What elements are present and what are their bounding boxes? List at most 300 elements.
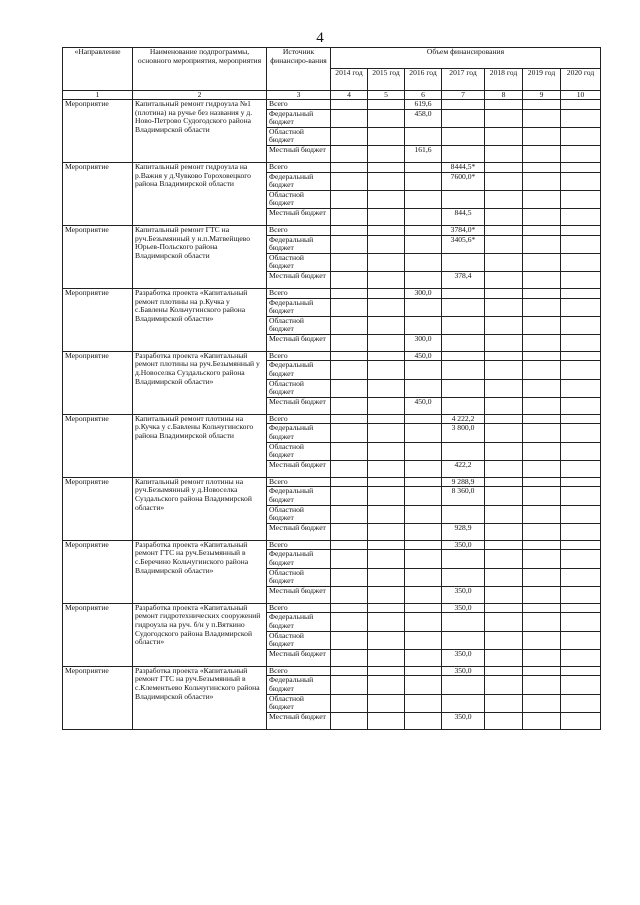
value-cell (331, 162, 368, 172)
year-2016: 2016 год (405, 69, 442, 91)
funding-source: Местный бюджет (267, 523, 331, 540)
value-cell (485, 253, 523, 271)
value-cell (405, 253, 442, 271)
value-cell (561, 190, 601, 208)
value-cell (405, 361, 442, 379)
value-cell (442, 145, 485, 162)
value-cell (523, 586, 561, 603)
value-cell (485, 676, 523, 694)
value-cell (405, 676, 442, 694)
value-cell (523, 109, 561, 127)
value-cell (442, 288, 485, 298)
value-cell (561, 487, 601, 505)
value-cell (331, 460, 368, 477)
value-cell (405, 316, 442, 334)
value-cell (523, 666, 561, 676)
value-cell: 928,9 (442, 523, 485, 540)
value-cell (485, 649, 523, 666)
value-cell (523, 225, 561, 235)
year-2019: 2019 год (523, 69, 561, 91)
value-cell (368, 676, 405, 694)
value-cell (368, 235, 405, 253)
value-cell (485, 145, 523, 162)
item-type: Мероприятие (63, 666, 133, 729)
value-cell (331, 298, 368, 316)
value-cell: 300,0 (405, 334, 442, 351)
value-cell (485, 712, 523, 729)
value-cell (405, 487, 442, 505)
value-cell (368, 351, 405, 361)
value-cell (331, 568, 368, 586)
value-cell (405, 172, 442, 190)
funding-source: Местный бюджет (267, 586, 331, 603)
value-cell (442, 568, 485, 586)
value-cell (485, 487, 523, 505)
value-cell (368, 361, 405, 379)
value-cell (368, 586, 405, 603)
value-cell (523, 271, 561, 288)
value-cell (331, 288, 368, 298)
table-row (63, 288, 601, 298)
value-cell (523, 379, 561, 397)
value-cell (368, 172, 405, 190)
value-cell (368, 631, 405, 649)
value-cell (485, 666, 523, 676)
funding-source: Федеральный бюджет (267, 424, 331, 442)
value-cell (561, 414, 601, 424)
value-cell (561, 253, 601, 271)
value-cell (523, 334, 561, 351)
value-cell (485, 351, 523, 361)
value-cell (485, 397, 523, 414)
value-cell (368, 271, 405, 288)
value-cell (331, 477, 368, 487)
table-row (63, 414, 601, 424)
value-cell (561, 288, 601, 298)
value-cell (331, 550, 368, 568)
funding-source: Областной бюджет (267, 442, 331, 460)
value-cell (485, 523, 523, 540)
funding-source: Местный бюджет (267, 208, 331, 225)
value-cell (442, 505, 485, 523)
funding-source: Всего (267, 225, 331, 235)
col-number: 8 (485, 91, 523, 100)
value-cell (331, 442, 368, 460)
value-cell (523, 649, 561, 666)
value-cell (561, 172, 601, 190)
table-row (63, 477, 601, 487)
financing-table (62, 47, 601, 730)
value-cell (442, 298, 485, 316)
funding-source: Местный бюджет (267, 397, 331, 414)
value-cell (405, 208, 442, 225)
value-cell (485, 586, 523, 603)
value-cell (523, 550, 561, 568)
value-cell (485, 190, 523, 208)
value-cell (561, 586, 601, 603)
item-name: Разработка проекта «Капитальный ремонт гидротехнических сооружений гидроузла на руч. б/н у п.Вяткино Судогодского района Владимирской области» (133, 603, 267, 666)
value-cell (331, 253, 368, 271)
value-cell (368, 253, 405, 271)
value-cell (405, 477, 442, 487)
value-cell (331, 540, 368, 550)
value-cell (331, 414, 368, 424)
value-cell (442, 100, 485, 110)
value-cell (485, 694, 523, 712)
value-cell (368, 694, 405, 712)
funding-source: Федеральный бюджет (267, 172, 331, 190)
value-cell (368, 523, 405, 540)
item-type: Мероприятие (63, 540, 133, 603)
value-cell (523, 424, 561, 442)
value-cell (331, 523, 368, 540)
value-cell (485, 208, 523, 225)
value-cell (561, 334, 601, 351)
value-cell (405, 235, 442, 253)
value-cell (368, 666, 405, 676)
value-cell (368, 288, 405, 298)
table-row (63, 225, 601, 235)
value-cell (368, 487, 405, 505)
value-cell (405, 162, 442, 172)
value-cell (561, 127, 601, 145)
value-cell (523, 694, 561, 712)
value-cell: 350,0 (442, 666, 485, 676)
value-cell (331, 100, 368, 110)
value-cell: 458,0 (405, 109, 442, 127)
value-cell (561, 523, 601, 540)
value-cell (523, 477, 561, 487)
value-cell (442, 361, 485, 379)
value-cell (442, 694, 485, 712)
value-cell: 619,6 (405, 100, 442, 110)
col-number: 3 (267, 91, 331, 100)
table-row (63, 351, 601, 361)
funding-source: Федеральный бюджет (267, 613, 331, 631)
value-cell (561, 613, 601, 631)
funding-source: Местный бюджет (267, 712, 331, 729)
value-cell (485, 613, 523, 631)
item-type: Мероприятие (63, 162, 133, 225)
value-cell (523, 145, 561, 162)
item-type: Мероприятие (63, 603, 133, 666)
funding-source: Областной бюджет (267, 253, 331, 271)
value-cell (368, 162, 405, 172)
value-cell (368, 334, 405, 351)
value-cell: 844,5 (442, 208, 485, 225)
value-cell (331, 379, 368, 397)
value-cell (405, 505, 442, 523)
item-name: Разработка проекта «Капитальный ремонт ГТС на руч.Безымянный в с.Клементьево Кольчугинского района Владимирской области» (133, 666, 267, 729)
funding-source: Всего (267, 288, 331, 298)
value-cell (331, 172, 368, 190)
value-cell: 350,0 (442, 603, 485, 613)
table-row (63, 162, 601, 172)
value-cell (485, 288, 523, 298)
value-cell (561, 631, 601, 649)
funding-source: Местный бюджет (267, 460, 331, 477)
funding-source: Федеральный бюджет (267, 676, 331, 694)
col-number: 7 (442, 91, 485, 100)
value-cell (561, 460, 601, 477)
value-cell (405, 442, 442, 460)
value-cell (485, 298, 523, 316)
value-cell (442, 109, 485, 127)
value-cell (561, 298, 601, 316)
value-cell (368, 414, 405, 424)
item-type: Мероприятие (63, 414, 133, 477)
value-cell (485, 631, 523, 649)
value-cell (523, 712, 561, 729)
value-cell (523, 172, 561, 190)
value-cell (561, 351, 601, 361)
value-cell: 161,6 (405, 145, 442, 162)
value-cell (523, 316, 561, 334)
value-cell (561, 397, 601, 414)
funding-source: Местный бюджет (267, 271, 331, 288)
value-cell (561, 712, 601, 729)
value-cell (485, 361, 523, 379)
value-cell (405, 603, 442, 613)
item-name: Капитальный ремонт гидроузла №1 (плотина) на ручье без названия у д. Ново-Петрово Судогодского района Владимирской области (133, 100, 267, 163)
value-cell (368, 550, 405, 568)
funding-source: Всего (267, 351, 331, 361)
value-cell: 350,0 (442, 540, 485, 550)
year-2018: 2018 год (485, 69, 523, 91)
value-cell (331, 397, 368, 414)
value-cell (442, 334, 485, 351)
item-name: Капитальный ремонт ГТС на руч.Безымянный у н.п.Матвейщево Юрьев-Польского района Владимирской области (133, 225, 267, 288)
value-cell (485, 603, 523, 613)
value-cell (442, 127, 485, 145)
value-cell (368, 505, 405, 523)
value-cell (561, 162, 601, 172)
value-cell (331, 334, 368, 351)
value-cell: 7600,0* (442, 172, 485, 190)
value-cell (561, 225, 601, 235)
value-cell (405, 127, 442, 145)
funding-source: Местный бюджет (267, 649, 331, 666)
value-cell (561, 505, 601, 523)
value-cell (523, 397, 561, 414)
value-cell (368, 379, 405, 397)
value-cell (405, 712, 442, 729)
value-cell: 450,0 (405, 397, 442, 414)
value-cell (442, 253, 485, 271)
header-volume: Объем финансирования (331, 48, 601, 69)
value-cell (368, 109, 405, 127)
funding-source: Федеральный бюджет (267, 298, 331, 316)
value-cell: 300,0 (405, 288, 442, 298)
value-cell (368, 424, 405, 442)
header-name: Наименование подпрограммы, основного мероприятия, мероприятия (133, 48, 267, 91)
funding-source: Областной бюджет (267, 505, 331, 523)
funding-source: Всего (267, 666, 331, 676)
col-number: 2 (133, 91, 267, 100)
funding-source: Областной бюджет (267, 190, 331, 208)
value-cell (368, 477, 405, 487)
value-cell (523, 190, 561, 208)
funding-source: Областной бюджет (267, 379, 331, 397)
value-cell (523, 253, 561, 271)
item-name: Капитальный ремонт плотины на р.Кучка у с.Бавлены Кольчугинского района Владимирской области (133, 414, 267, 477)
value-cell (485, 100, 523, 110)
value-cell (405, 540, 442, 550)
value-cell (561, 271, 601, 288)
value-cell: 378,4 (442, 271, 485, 288)
funding-source: Всего (267, 100, 331, 110)
value-cell (368, 568, 405, 586)
value-cell (405, 460, 442, 477)
value-cell (442, 351, 485, 361)
value-cell (485, 477, 523, 487)
value-cell (331, 487, 368, 505)
value-cell (368, 460, 405, 477)
value-cell (442, 550, 485, 568)
value-cell (523, 351, 561, 361)
value-cell: 350,0 (442, 586, 485, 603)
funding-source: Областной бюджет (267, 316, 331, 334)
value-cell (523, 568, 561, 586)
value-cell (485, 505, 523, 523)
value-cell: 350,0 (442, 712, 485, 729)
header-source: Источник финансиро-вания (267, 48, 331, 91)
value-cell (368, 540, 405, 550)
funding-source: Всего (267, 162, 331, 172)
value-cell (485, 271, 523, 288)
value-cell (485, 424, 523, 442)
value-cell (368, 603, 405, 613)
item-name: Разработка проекта «Капитальный ремонт ГТС на руч.Безымянный в с.Беречино Кольчугинского района Владимирской области» (133, 540, 267, 603)
item-type: Мероприятие (63, 100, 133, 163)
item-type: Мероприятие (63, 288, 133, 351)
value-cell (485, 172, 523, 190)
value-cell (523, 540, 561, 550)
item-name: Разработка проекта «Капитальный ремонт плотины на р.Кучка у с.Бавлены Кольчугинского района Владимирской области» (133, 288, 267, 351)
value-cell (331, 271, 368, 288)
value-cell (561, 379, 601, 397)
value-cell (442, 316, 485, 334)
value-cell (561, 361, 601, 379)
value-cell (485, 379, 523, 397)
table-row (63, 666, 601, 676)
value-cell (331, 145, 368, 162)
value-cell (561, 442, 601, 460)
item-name: Разработка проекта «Капитальный ремонт плотины на руч.Безымянный у д.Новоселка Суздальского района Владимирской области» (133, 351, 267, 414)
value-cell (331, 235, 368, 253)
funding-source: Местный бюджет (267, 334, 331, 351)
value-cell (331, 316, 368, 334)
value-cell (523, 603, 561, 613)
col-number: 6 (405, 91, 442, 100)
value-cell (523, 361, 561, 379)
value-cell: 450,0 (405, 351, 442, 361)
col-number: 1 (63, 91, 133, 100)
value-cell (331, 666, 368, 676)
value-cell (368, 613, 405, 631)
value-cell (523, 523, 561, 540)
col-number: 9 (523, 91, 561, 100)
value-cell (405, 613, 442, 631)
value-cell: 350,0 (442, 649, 485, 666)
value-cell (561, 666, 601, 676)
value-cell (485, 162, 523, 172)
value-cell: 8444,5* (442, 162, 485, 172)
value-cell (442, 676, 485, 694)
value-cell (405, 414, 442, 424)
value-cell (523, 127, 561, 145)
value-cell (405, 424, 442, 442)
value-cell (331, 505, 368, 523)
value-cell (561, 649, 601, 666)
value-cell (442, 190, 485, 208)
value-cell (485, 127, 523, 145)
value-cell (485, 568, 523, 586)
page-number: 4 (316, 30, 324, 46)
value-cell (368, 397, 405, 414)
value-cell (523, 631, 561, 649)
value-cell (561, 208, 601, 225)
value-cell (442, 442, 485, 460)
value-cell (442, 397, 485, 414)
value-cell (485, 460, 523, 477)
funding-source: Областной бюджет (267, 631, 331, 649)
funding-source: Всего (267, 603, 331, 613)
col-number: 4 (331, 91, 368, 100)
item-type: Мероприятие (63, 477, 133, 540)
value-cell (485, 442, 523, 460)
value-cell (405, 694, 442, 712)
value-cell (561, 424, 601, 442)
value-cell (561, 100, 601, 110)
value-cell (405, 550, 442, 568)
value-cell (331, 649, 368, 666)
value-cell (331, 712, 368, 729)
item-type: Мероприятие (63, 351, 133, 414)
value-cell (561, 235, 601, 253)
year-2014: 2014 год (331, 69, 368, 91)
value-cell: 3784,0* (442, 225, 485, 235)
value-cell (405, 523, 442, 540)
value-cell (331, 190, 368, 208)
value-cell (523, 414, 561, 424)
value-cell: 8 360,0 (442, 487, 485, 505)
funding-source: Местный бюджет (267, 145, 331, 162)
value-cell (523, 208, 561, 225)
value-cell (485, 550, 523, 568)
value-cell (561, 568, 601, 586)
value-cell (405, 298, 442, 316)
value-cell (561, 676, 601, 694)
value-cell (331, 424, 368, 442)
value-cell (405, 568, 442, 586)
year-2020: 2020 год (561, 69, 601, 91)
value-cell (442, 631, 485, 649)
value-cell (523, 288, 561, 298)
table-row (63, 100, 601, 110)
value-cell: 9 288,9 (442, 477, 485, 487)
value-cell (523, 487, 561, 505)
funding-source: Федеральный бюджет (267, 109, 331, 127)
value-cell (368, 127, 405, 145)
value-cell (368, 145, 405, 162)
value-cell (331, 613, 368, 631)
value-cell (485, 225, 523, 235)
value-cell (331, 631, 368, 649)
funding-source: Федеральный бюджет (267, 235, 331, 253)
value-cell (485, 235, 523, 253)
funding-source: Федеральный бюджет (267, 550, 331, 568)
